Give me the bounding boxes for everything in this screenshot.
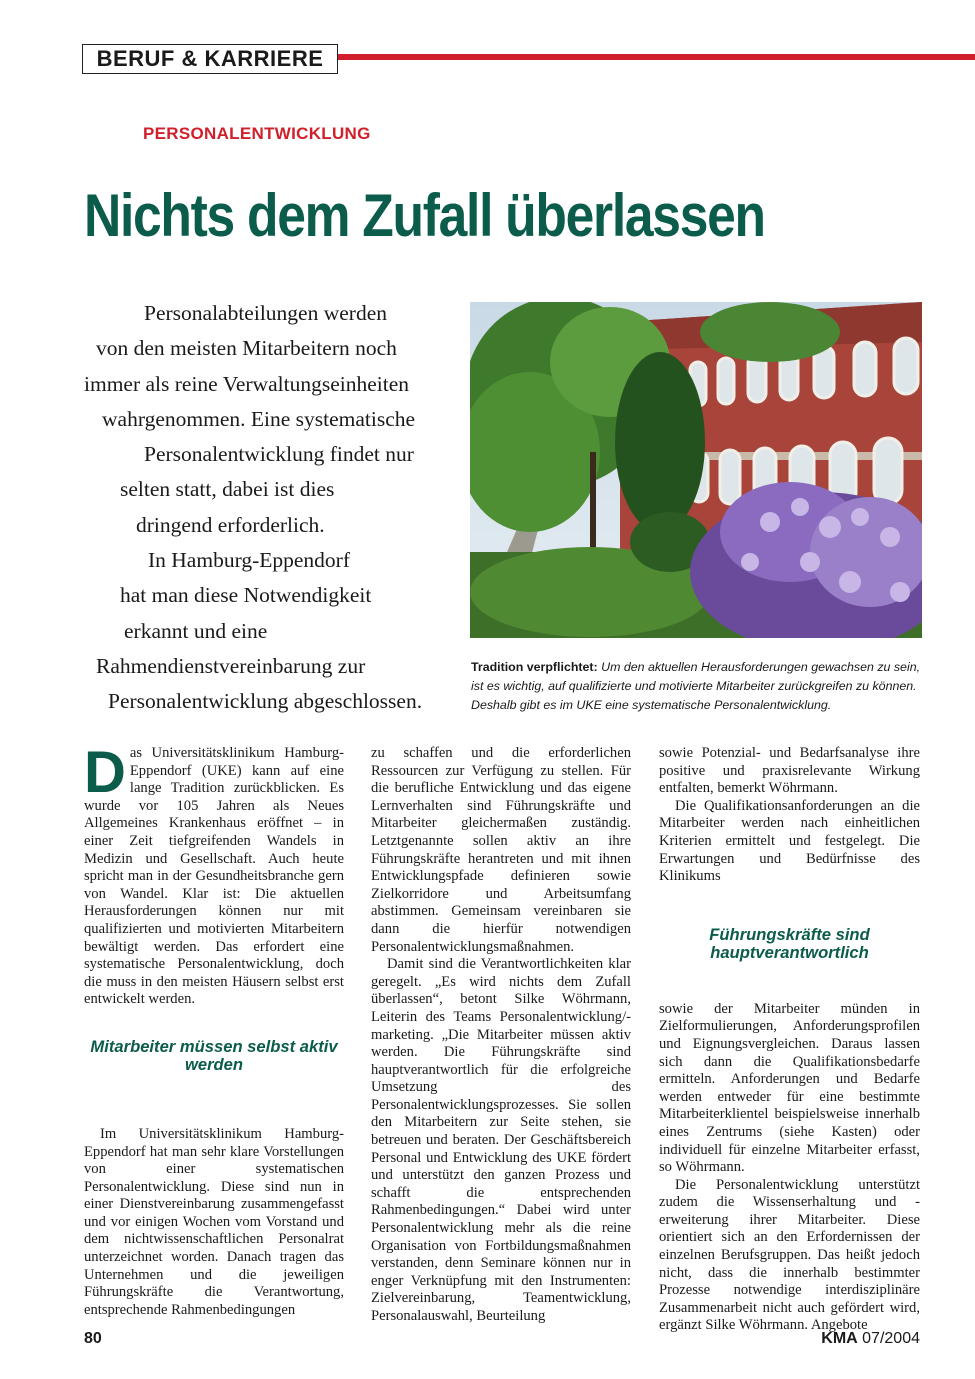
column-2 <box>371 745 631 1326</box>
lead-line: Personalentwicklung findet nur <box>144 442 414 467</box>
section-label: BERUF & KARRIERE <box>82 44 338 74</box>
magazine-name: KMA <box>821 1330 858 1347</box>
body-paragraph: Die Qualifikationsanforderungen an die Mitarbeiter werden nach einheitlichen Kriterien ermittelt und festgelegt. Die Erwartungen und Bedürfnisse des Klinikums <box>659 797 920 885</box>
lead-line: hat man diese Notwendigkeit <box>120 583 372 608</box>
body-paragraph: Die Personalentwicklung unterstützt zudem die Wissenserhaltung und -erweiterung ihrer Mitarbeiter. Diese orientiert sich an den Erfordernissen der einzelnen Berufsgruppen. Das heißt jedoch nicht, dass die innerhalb bestimmter Prozesse notwendige interdisziplinäre Zusammenarbeit nicht auch gefördert wird, ergänzt Silke Wöhrmann. Angebote <box>659 1176 920 1334</box>
red-rule <box>338 54 975 60</box>
body-paragraph: Damit sind die Verantwortlichkeiten klar geregelt. „Es wird nichts dem Zufall überlassen“, betont Silke Wöhrmann, Leiterin des Teams Personalentwicklung/-marketing. „Die Mitarbeiter müssen aktiv werden. Die Führungskräfte sind hauptverantwortlich für die erfolgreiche Umsetzung des Personalentwicklungsprozesses. Sie sollen den Mitarbeitern zur Seite stehen, sie betreuen und beraten. Der Geschäftsbereich Personal und Entwicklung des UKE fördert und unterstützt den ganzen Prozess und schafft die entsprechenden Rahmenbedingungen.“ Dabei wird unter Personalentwicklung mehr als die reine Organisation von Fortbildungsmaßnahmen verstanden, denn Seminare können nur in enger Verknüpfung mit den Instrumenten: Zielvereinbarung, Teamentwicklung, Personalauswahl, Beurteilung <box>371 956 631 1324</box>
kicker: PERSONALENTWICKLUNG <box>143 124 371 143</box>
lead-line: Rahmendienstvereinbarung zur <box>96 653 366 678</box>
caption-text: Um den aktuellen Herausforderungen gewachsen zu sein, ist es wichtig, auf qualifizierte und motivierte Mitarbeiter zurückgreifen zu können. Deshalb gibt es im UKE eine systematische Personalentwicklung. <box>471 660 921 712</box>
lead-line: selten statt, dabei ist dies <box>120 477 335 502</box>
body-paragraph: Im Universitätsklinikum Hamburg-Eppendorf hat man sehr klare Vorstellungen von einer systematischen Personalentwicklung. Diese sind nun in einer Dienstvereinbarung zusammengefasst und vor einigen Wochen vom Vorstand und dem nichtwissenschaftlichen Personalrat unterzeichnet worden. Danach tragen das Unternehmen und die jeweiligen Führungskräfte die Verantwortung, entsprechende Rahmenbedingungen <box>84 1125 344 1318</box>
issue-date: 07/2004 <box>862 1330 920 1347</box>
body-paragraph: sowie Potenzial- und Bedarfsanalyse ihre positive und praxisrelevante Wirkung entfalten, bemerkt Wöhrmann. <box>659 745 920 797</box>
lead-line: immer als reine Verwaltungseinheiten <box>84 371 409 396</box>
lead-line: erkannt und eine <box>124 618 268 643</box>
headline: Nichts dem Zufall überlassen <box>84 182 765 249</box>
lead-line: von den meisten Mitarbeitern noch <box>96 336 397 361</box>
body-paragraph: sowie der Mitarbeiter münden in Zielformulierungen, Anforderungsprofilen und Eignungsvergleichen. Daraus lassen sich dann die Qualifikationsbedarfe ermitteln. Anforderungen und Bedarfe werden entweder für eine bestimmte Mitarbeiterklientel beispielsweise innerhalb eines Zentrums (siehe Kasten) oder individuell für einzelne Mitarbeiter erfasst, so Wöhrmann. <box>659 1000 920 1176</box>
section-header-bar <box>82 44 975 76</box>
body-paragraph: zu schaffen und die erforderlichen Ressourcen zur Verfügung zu stellen. Für die berufliche Entwicklung und das eigene Lernverhalten sind Führungskräfte und Mitarbeiter gleichermaßen zuständig. Letztgenannte sollen aktiv an ihre Führungskräfte herantreten und mit ihnen Entwicklungspfade definieren sowie Zielkorridore und Arbeitsumfang abstimmen. Gemeinsam vereinbaren sie dann die hierfür notwendigen Personalentwicklungsmaßnahmen. <box>371 745 631 955</box>
lead-line: In Hamburg-Eppendorf <box>148 548 351 573</box>
lead-line: Personalabteilungen werden <box>144 301 387 325</box>
caption-lead: Tradition verpflichtet: <box>471 660 598 674</box>
lead-paragraph <box>80 296 450 720</box>
photo-caption <box>471 658 931 715</box>
subheading: Mitarbeiter müssen selbst aktiv werden <box>90 1036 338 1074</box>
column-3 <box>659 745 920 1335</box>
lead-line: Personalentwicklung abgeschlossen. <box>108 689 423 714</box>
column-1 <box>84 740 344 1319</box>
lead-line: wahrgenommen. Eine systematische <box>102 406 416 431</box>
page-number: 80 <box>84 1330 102 1347</box>
article-photo <box>470 302 922 638</box>
body-paragraph: as Universitätsklinikum Hamburg-Eppendorf (UKE) kann auf eine lange Tradition zurückblicken. Es wurde vor 105 Jahren als Neues Allgemeines Krankenhaus eröffnet – in einer Zeit tiefgreifenden Wandels in Medizin und Gesellschaft. Auch heute spricht man in der Gesundheitsbranche gern von Wandel. Klar ist: Die aktuellen Herausforderungen können nur mit qualifizierten und motivierten Mitarbeitern bewältigt werden. Das erfordert eine systematische Personalentwicklung, doch die muss in den meisten Häusern selbst erst entwickelt werden. <box>84 745 344 1008</box>
lead-line: dringend erforderlich. <box>136 512 325 537</box>
subheading: Führungskräfte sind hauptverantwortlich <box>709 924 870 962</box>
magazine-issue <box>821 1330 920 1348</box>
drop-cap: D <box>84 740 126 805</box>
